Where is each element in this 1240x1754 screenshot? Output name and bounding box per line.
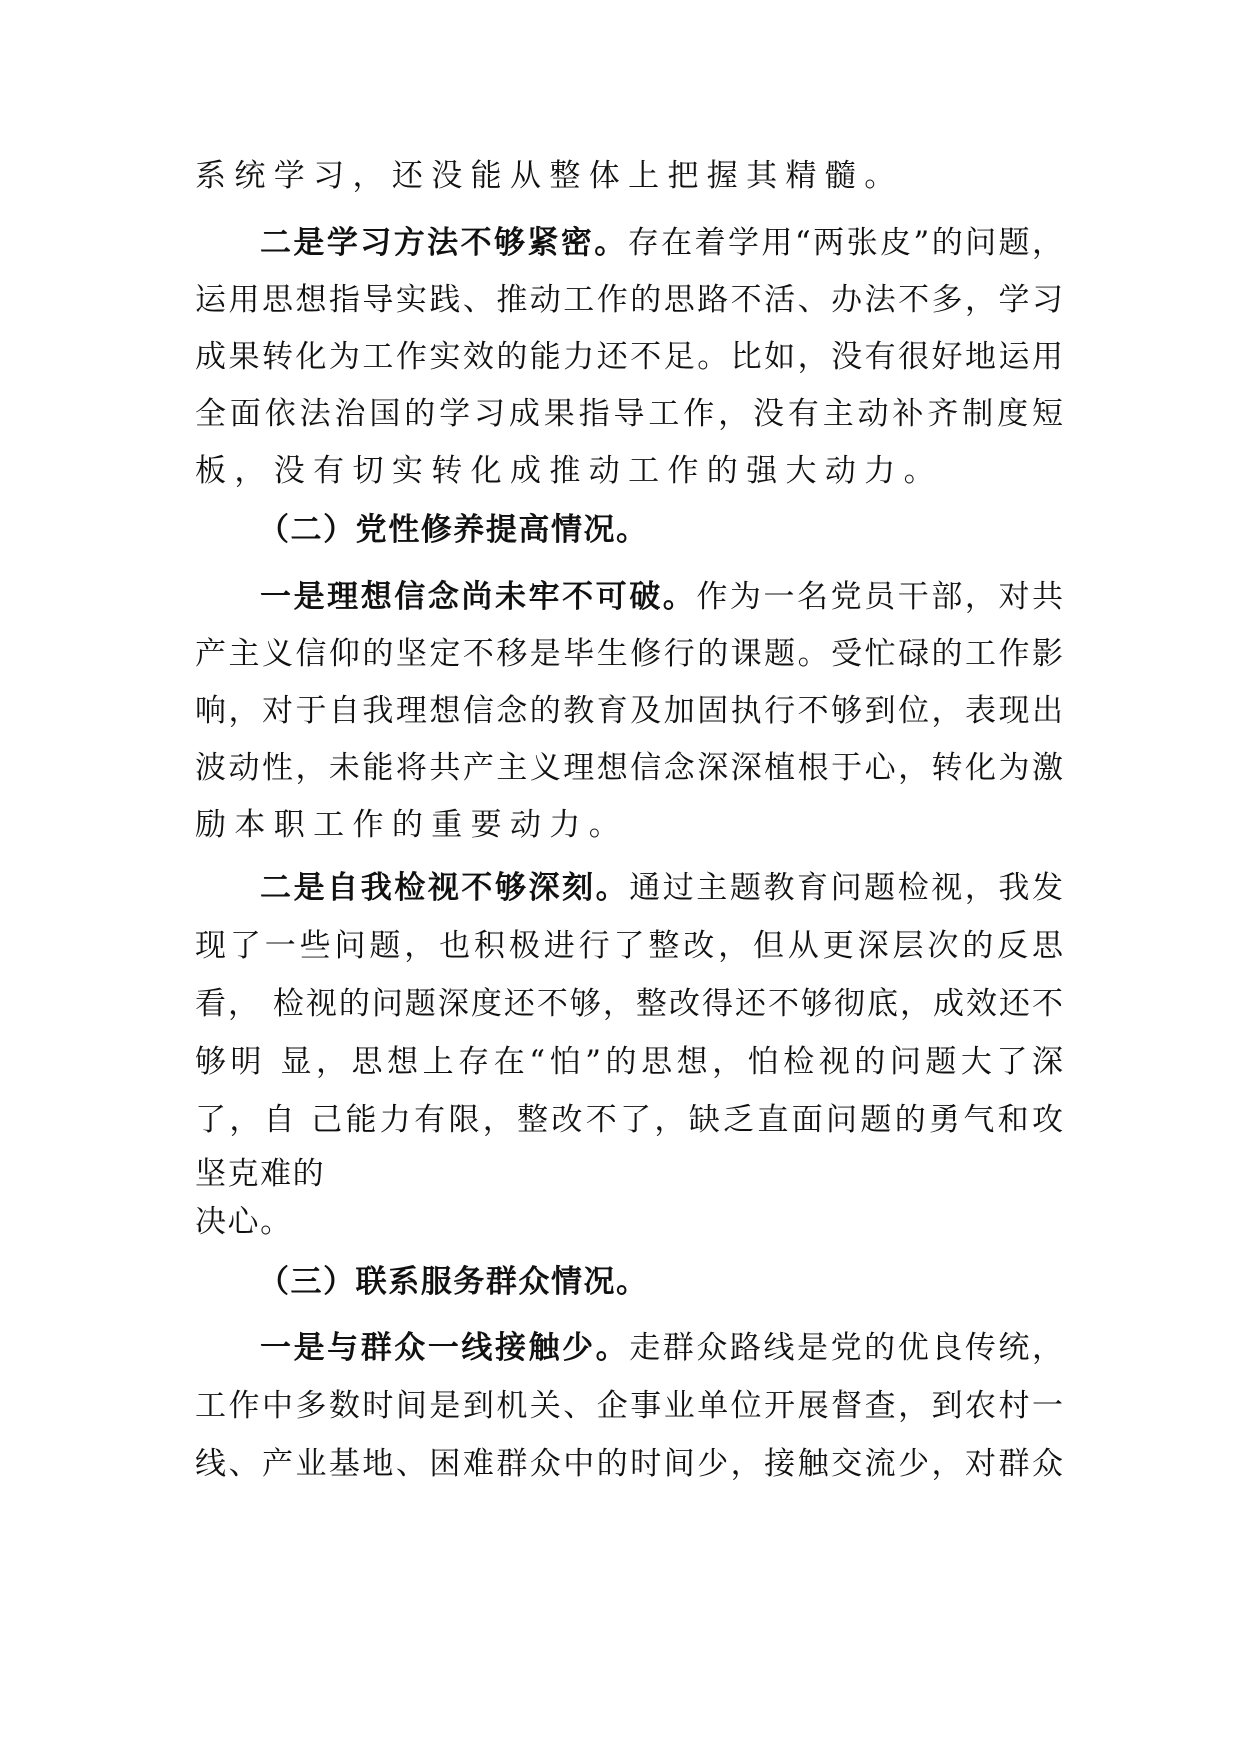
text-line: 够明 显，思想上存在“怕”的思想，怕检视的问题大了深 <box>195 1044 1063 1080</box>
text-line: 产主义信仰的坚定不移是毕生修行的课题。受忙碌的工作影 <box>195 636 1063 672</box>
section-heading <box>258 1258 649 1306</box>
paragraph-line <box>195 1096 1063 1144</box>
paragraph-line <box>195 744 1063 792</box>
paragraph-first-line <box>260 573 1063 621</box>
text-line: 坚克难的 <box>195 1156 326 1192</box>
text-line: 板，没有切实转化成推动工作的强大动力。 <box>195 453 944 489</box>
paragraph-first-line <box>260 1324 1063 1372</box>
paragraph-line <box>195 1382 1063 1430</box>
paragraph-lead: 二是自我检视不够深刻。 <box>260 870 630 906</box>
text-line: 现了一些问题，也积极进行了整改，但从更深层次的反思 <box>195 928 1063 964</box>
paragraph-line <box>195 276 1063 324</box>
paragraph-line <box>195 1440 1063 1488</box>
paragraph-line <box>195 152 904 200</box>
paragraph-line <box>195 801 628 849</box>
heading-text: （二）党性修养提高情况。 <box>258 512 649 548</box>
paragraph-line <box>195 630 1063 678</box>
text-line: 全面依法治国的学习成果指导工作，没有主动补齐制度短 <box>195 396 1063 432</box>
text-line: 系统学习，还没能从整体上把握其精髓。 <box>195 158 904 194</box>
paragraph-lead: 二是学习方法不够紧密。 <box>260 225 628 261</box>
paragraph-line <box>195 447 943 495</box>
paragraph-line <box>195 1150 325 1198</box>
text-line: 存在着学用“两张皮”的问题， <box>627 225 1063 261</box>
text-line: 走群众路线是党的优良传统， <box>629 1330 1063 1366</box>
paragraph-line <box>195 333 1063 381</box>
text-line: 作为一名党员干部，对共 <box>696 579 1064 615</box>
paragraph-first-line <box>260 864 1063 912</box>
paragraph-line <box>195 390 1063 438</box>
paragraph-first-line <box>260 219 1063 267</box>
paragraph-line <box>195 1038 1063 1086</box>
text-line: 看， 检视的问题深度还不够，整改得还不够彻底，成效还不 <box>195 986 1063 1022</box>
text-line: 决心。 <box>195 1204 293 1240</box>
section-heading <box>258 506 649 554</box>
paragraph-line <box>195 687 1063 735</box>
paragraph-line <box>195 980 1063 1028</box>
text-line: 运用思想指导实践、推动工作的思路不活、办法不多，学习 <box>195 282 1063 318</box>
heading-text: （三）联系服务群众情况。 <box>258 1264 649 1300</box>
text-line: 波动性，未能将共产主义理想信念深深植根于心，转化为激 <box>195 750 1063 786</box>
paragraph-line <box>195 1198 293 1246</box>
paragraph-lead: 一是理想信念尚未牢不可破。 <box>260 579 697 615</box>
text-line: 工作中多数时间是到机关、企事业单位开展督查，到农村一 <box>195 1388 1063 1424</box>
text-line: 通过主题教育问题检视，我发 <box>629 870 1063 906</box>
text-line: 线、产业基地、困难群众中的时间少，接触交流少，对群众 <box>195 1446 1063 1482</box>
paragraph-lead: 一是与群众一线接触少。 <box>260 1330 630 1366</box>
text-line: 成果转化为工作实效的能力还不足。比如，没有很好地运用 <box>195 339 1063 375</box>
paragraph-line <box>195 922 1063 970</box>
text-line: 了，自 己能力有限，整改不了，缺乏直面问题的勇气和攻 <box>195 1102 1063 1138</box>
text-line: 励本职工作的重要动力。 <box>195 807 629 843</box>
text-line: 响，对于自我理想信念的教育及加固执行不够到位，表现出 <box>195 693 1063 729</box>
